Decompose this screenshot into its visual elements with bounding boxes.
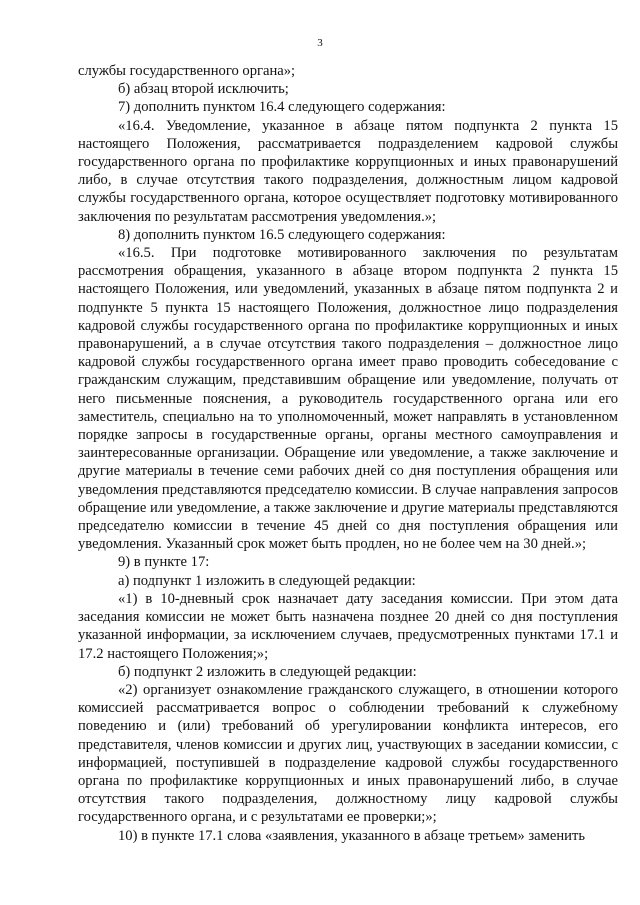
- paragraph-item-b-delete: б) абзац второй исключить;: [118, 81, 289, 98]
- paragraph-subitem-b: б) подпункт 2 изложить в следующей редакции:: [118, 663, 417, 680]
- paragraph-subpoint-2: «2) организует ознакомление гражданского служащего, в отношении которого комиссией рассматривается вопрос о соблюдении требований к служебному поведению и (или) требований об урегулировании конфликта интересов, его представителя, членов комиссии и других лиц, участвующих в заседании комиссии, с информацией, поступившей в подразделение кадровой службы государственного органа по профилактике коррупционных и иных правонарушений либо, в случае отсутствия такого подразделения, должностному лицу кадровой службы государственного органа, и с результатами ее проверки;»;: [78, 681, 618, 826]
- page-number: 3: [317, 37, 323, 49]
- paragraph-point-16-5: «16.5. При подготовке мотивированного заключения по результатам рассмотрения обращения, указанного в абзаце втором подпункта 2 пункта 15 настоящего Положения, или уведомлений, указанных в абзаце пятом подпункта 2 и подпункте 5 пункта 15 настоящего Положения, должностное лицо подразделения кадровой службы государственного органа по профилактике коррупционных и иных правонарушений, а в случае отсутствия такого подразделения – должностное лицо кадровой службы государственного органа имеет право проводить собеседование с гражданским служащим, представившим обращение или уведомление, получать от него письменные пояснения, а руководитель государственного органа или его заместитель, специально на то уполномоченный, может направлять в установленном порядке запросы в государственные органы, органы местного самоуправления и заинтересованные организации. Обращение или уведомление, а также заключение и другие материалы в течение семи рабочих дней со дня поступления обращения или уведомления представляются председателю комиссии. В случае направления запросов обращение или уведомление, а также заключение и другие материалы представляются председателю комиссии в течение 45 дней со дня поступления обращения или уведомления. Указанный срок может быть продлен, но не более чем на 30 дней.»;: [78, 245, 618, 553]
- document-body: [78, 62, 618, 845]
- paragraph-subpoint-1: «1) в 10-дневный срок назначает дату заседания комиссии. При этом дата заседания комиссии не может быть назначена позднее 20 дней со дня поступления указанной информации, за исключением случаев, предусмотренных пунктами 17.1 и 17.2 настоящего Положения;»;: [78, 590, 618, 662]
- paragraph-item-10: 10) в пункте 17.1 слова «заявления, указанного в абзаце третьем» заменить: [118, 827, 585, 844]
- paragraph-item-8: 8) дополнить пунктом 16.5 следующего содержания:: [118, 226, 446, 243]
- paragraph-continuation: службы государственного органа»;: [78, 63, 296, 79]
- paragraph-point-16-4: «16.4. Уведомление, указанное в абзаце пятом подпункта 2 пункта 15 настоящего Положения, рассматривается подразделением кадровой службы государственного органа по профилактике коррупционных и иных правонарушений либо, в случае отсутствия такого подразделения, должностным лицом кадровой службы государственного органа, которое осуществляет подготовку мотивированного заключения по результатам рассмотрения уведомления.»;: [78, 117, 618, 225]
- paragraph-item-7: 7) дополнить пунктом 16.4 следующего содержания:: [118, 99, 446, 116]
- paragraph-subitem-a: а) подпункт 1 изложить в следующей редакции:: [118, 572, 416, 589]
- paragraph-item-9: 9) в пункте 17:: [118, 554, 210, 571]
